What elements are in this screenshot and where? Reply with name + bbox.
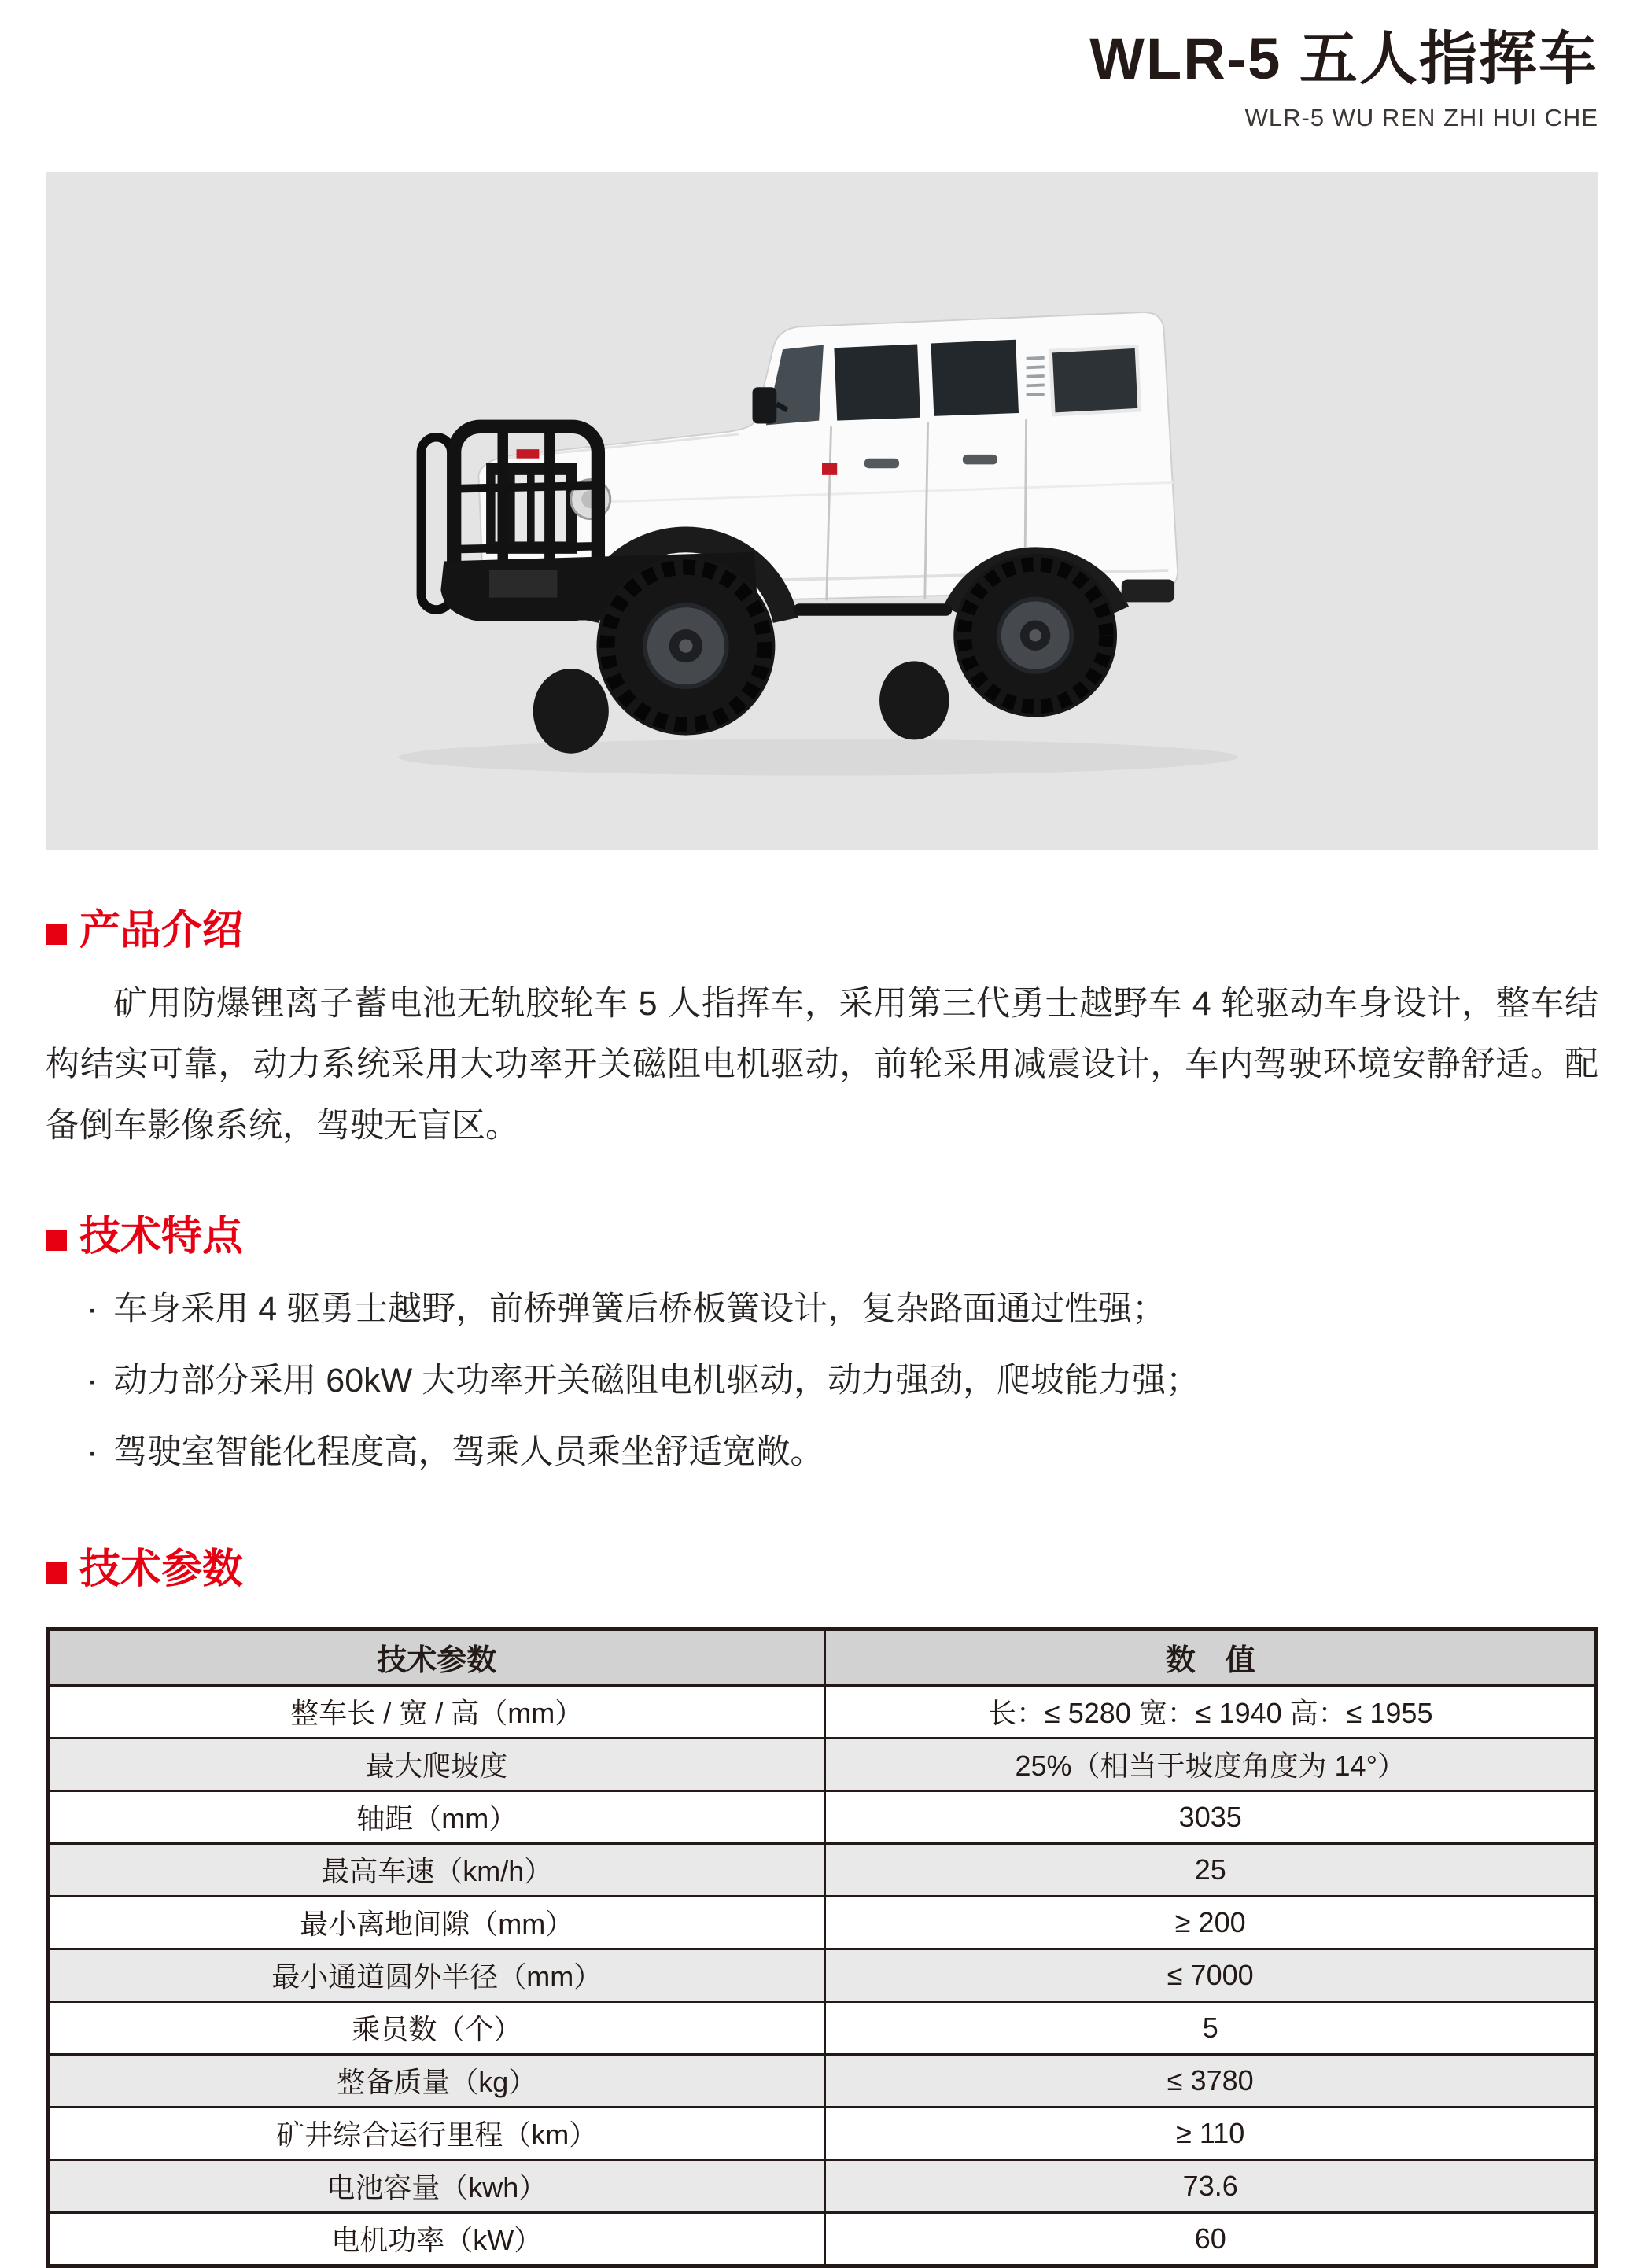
spec-label-cell: 整备质量（kg） (48, 2054, 825, 2107)
spec-value-cell: 长：≤ 5280 宽：≤ 1940 高：≤ 1955 (825, 1685, 1597, 1738)
red-square-icon (46, 924, 67, 945)
spec-row (48, 2001, 1597, 2054)
specs-heading (46, 1547, 1598, 1592)
spec-label-cell: 最大爬坡度 (48, 1738, 825, 1790)
specs-header-row (48, 1628, 1597, 1685)
spec-row (48, 1790, 1597, 1843)
feature-text: 车身采用 4 驱勇士越野，前桥弹簧后桥板簧设计，复杂路面通过性强； (113, 1290, 1167, 1329)
spec-row (48, 2054, 1597, 2107)
spec-row (48, 1685, 1597, 1738)
spec-value-cell: ≥ 200 (825, 1896, 1597, 1949)
spec-row (48, 2212, 1597, 2266)
specs-heading-label: 技术参数 (79, 1546, 244, 1592)
spec-row (48, 1949, 1597, 2001)
front-wheel (596, 556, 775, 735)
col-param-header: 技术参数 (48, 1628, 825, 1685)
section-specs (46, 1547, 1598, 2268)
spec-value-cell: ≤ 3780 (825, 2054, 1597, 2107)
section-product-intro (46, 909, 1598, 1156)
intro-heading (46, 909, 1598, 953)
spec-label-cell: 最高车速（km/h） (48, 1843, 825, 1896)
rear-wheel (953, 553, 1117, 717)
spec-value-cell: ≤ 7000 (825, 1949, 1597, 2001)
spec-label-cell: 矿井综合运行里程（km） (48, 2107, 825, 2159)
spec-label-cell: 电机功率（kW） (48, 2212, 825, 2266)
spec-value-cell: 5 (825, 2001, 1597, 2054)
spec-value-cell: 25 (825, 1843, 1597, 1896)
spec-value-cell: 25%（相当于坡度角度为 14°） (825, 1738, 1597, 1790)
page-title: WLR-5 五人指挥车 (1089, 26, 1598, 91)
bullet-dot: · (87, 1433, 98, 1472)
hero-photo-panel (46, 172, 1598, 850)
spec-label-cell: 电池容量（kwh） (48, 2159, 825, 2212)
spec-label-cell: 最小通道圆外半径（mm） (48, 1949, 825, 2001)
spec-row (48, 1738, 1597, 1790)
spec-row (48, 2159, 1597, 2212)
features-heading-label: 技术特点 (79, 1213, 244, 1259)
spec-row (48, 1843, 1597, 1896)
intro-paragraph: 矿用防爆锂离子蓄电池无轨胶轮车 5 人指挥车，采用第三代勇士越野车 4 轮驱动车身设计，整车结构结实可靠，动力系统采用大功率开关磁阻电机驱动，前轮采用减震设计，车内驾驶环境安静舒适。配备倒车影像系统，驾驶无盲区。 (46, 984, 1598, 1145)
feature-item (87, 1274, 1598, 1345)
intro-heading-label: 产品介绍 (79, 907, 244, 953)
features-list (46, 1274, 1598, 1488)
feature-text: 驾驶室智能化程度高，驾乘人员乘坐舒适宽敞。 (113, 1433, 824, 1472)
page-subtitle: WLR-5 WU REN ZHI HUI CHE (1244, 104, 1598, 132)
col-value-header: 数 值 (825, 1628, 1597, 1685)
features-heading (46, 1215, 1598, 1259)
vehicle-photo (330, 231, 1314, 791)
vehicle-shadow (399, 739, 1238, 775)
feature-item (87, 1417, 1598, 1488)
feature-item (87, 1345, 1598, 1417)
spec-value-cell: 60 (825, 2212, 1597, 2266)
spec-row (48, 2107, 1597, 2159)
spec-label-cell: 整车长 / 宽 / 高（mm） (48, 1685, 825, 1738)
spec-label-cell: 乘员数（个） (48, 2001, 825, 2054)
spec-row (48, 1896, 1597, 1949)
spec-value-cell: 73.6 (825, 2159, 1597, 2212)
red-square-icon (46, 1562, 67, 1584)
section-features (46, 1215, 1598, 1489)
page-header (46, 27, 1598, 133)
bullet-dot: · (87, 1362, 98, 1400)
red-square-icon (46, 1230, 67, 1251)
specs-table (46, 1627, 1598, 2268)
bullet-dot: · (87, 1290, 98, 1329)
spec-label-cell: 轴距（mm） (48, 1790, 825, 1843)
spec-value-cell: ≥ 110 (825, 2107, 1597, 2159)
spec-label-cell: 最小离地间隙（mm） (48, 1896, 825, 1949)
feature-text: 动力部分采用 60kW 大功率开关磁阻电机驱动，动力强劲，爬坡能力强； (113, 1362, 1200, 1400)
spec-value-cell: 3035 (825, 1790, 1597, 1843)
